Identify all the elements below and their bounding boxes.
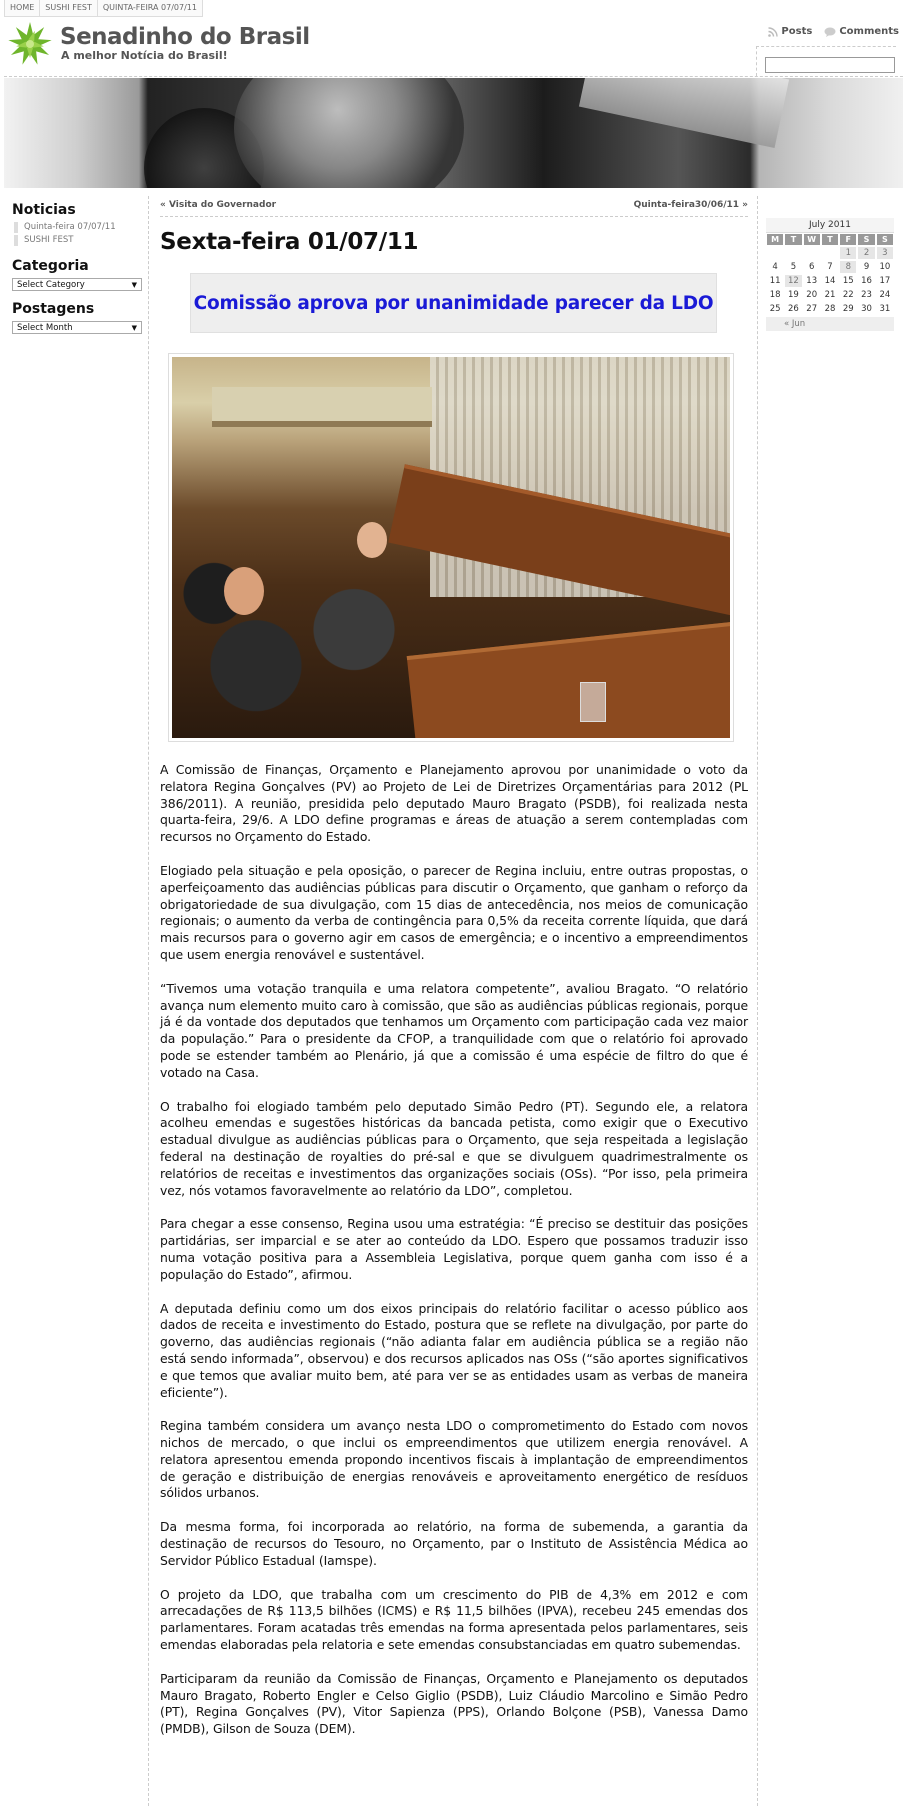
- previous-post-link[interactable]: « Visita do Governador: [160, 200, 277, 210]
- calendar-day: 14: [821, 274, 839, 288]
- month-select[interactable]: [12, 321, 142, 334]
- feed-links: [768, 26, 899, 37]
- article-paragraph: Participaram da reunião da Comissão de Finanças, Orçamento e Planejamento os deputados Mauro Bragato, Roberto Engler e Celso Giglio (PSDB), Luiz Cláudio Marcolino e Simão Pedro (PT), Regina Gonçalves (PV), Vitor Sapienza (PPS), Orlando Bolçone (PSB), Vanessa Damo (PMDB), Gilson de Souza (DEM).: [160, 1670, 748, 1737]
- calendar-weekday-header: F: [839, 233, 857, 246]
- article-paragraph: “Tivemos uma votação tranquila e uma relatora competente”, avaliou Bragato. “O relatório avança num elemento muito caro à comissão, que são as audiências públicas regionais, porque já é da vontade dos deputados que tenhamos um Orçamento com participação cada vez maior da população.” Para o presidente da CFOP, a tranquilidade com que o relatório foi aprovado pode se estender também ao Plenário, já que a comissão é uma espécie de filtro do que é votado na Casa.: [160, 980, 748, 1080]
- calendar-widget: [766, 218, 894, 331]
- calendar-day: 30: [857, 302, 875, 316]
- calendar-day: 23: [857, 288, 875, 302]
- calendar-day: 4: [766, 260, 784, 274]
- header-divider: [4, 76, 903, 77]
- site-title[interactable]: Senadinho do Brasil: [60, 24, 310, 50]
- calendar-day: 17: [876, 274, 894, 288]
- calendar-empty-cell: [803, 246, 821, 260]
- rss-icon: [768, 27, 778, 37]
- nav-quinta-feira[interactable]: QUINTA-FEIRA 07/07/11: [102, 3, 197, 12]
- calendar-day: 2: [857, 246, 875, 260]
- article-photo-frame: [168, 353, 734, 742]
- calendar-day: 19: [784, 288, 802, 302]
- committee-meeting-photo[interactable]: [172, 357, 730, 738]
- calendar-weekday-header: S: [876, 233, 894, 246]
- month-select-value: Select Month: [17, 322, 73, 333]
- postagens-widget-title: Postagens: [12, 301, 95, 317]
- noticias-item[interactable]: SUSHI FEST: [14, 235, 148, 246]
- calendar-day: 12: [784, 274, 802, 288]
- headline-text: Comissão aprova por unanimidade parecer da LDO: [193, 292, 714, 314]
- comment-bubble-icon: [824, 27, 836, 37]
- calendar-day: 8: [839, 260, 857, 274]
- calendar-weekday-header: T: [821, 233, 839, 246]
- right-sidebar: [757, 196, 903, 1806]
- calendar-day: 13: [803, 274, 821, 288]
- calendar-day: 24: [876, 288, 894, 302]
- chevron-down-icon: ▼: [131, 280, 137, 289]
- top-nav: [4, 0, 203, 17]
- calendar-grid: [766, 233, 894, 316]
- calendar-day: 3: [876, 246, 894, 260]
- category-select-value: Select Category: [17, 279, 85, 290]
- calendar-day: 25: [766, 302, 784, 316]
- calendar-day: 15: [839, 274, 857, 288]
- calendar-day: 22: [839, 288, 857, 302]
- calendar-day: 20: [803, 288, 821, 302]
- comments-feed-label: Comments: [839, 26, 899, 37]
- article-paragraph: A deputada definiu como um dos eixos principais do relatório facilitar o acesso público aos dados de receita e investimento do Estado, postura que se reflete na divulgação, por parte do governo, das audiências regionais (“não adianta falar em audiência pública se a região não está sendo informada”, observou) e dos recursos aplicados nas OSs (“são aportes significativos e que temos que avaliar muito bem, até para ver se as entidades usam as verbas de maneira eficiente”).: [160, 1300, 748, 1400]
- article-paragraph: O trabalho foi elogiado também pelo deputado Simão Pedro (PT). Segundo ele, a relatora acolheu emendas e sugestões históricas da bancada petista, como exigir que o Executivo estadual divulgue as audiências públicas para o Orçamento, que seja respeitada a legislação federal na destinação de royalties do pré-sal e que se divulguem quadrimestralmente os relatórios de receitas e investimentos das organizações sociais (OSs). “Por isso, pela primeira vez, nós votamos favoravelmente ao relatório da LDO”, completou.: [160, 1098, 748, 1198]
- article-paragraph: O projeto da LDO, que trabalha com um crescimento do PIB de 4,3% em 2012 e com arrecadações de R$ 113,5 bilhões (ICMS) e R$ 11,5 bilhões (IPVA), recebeu 245 emendas dos parlamentares. Foram acatadas três emendas na forma apresentada pelos parlamentares, seis emendas elaboradas pela relatoria e sete emendas consubstanciadas em quatro subemendas.: [160, 1586, 748, 1653]
- article-paragraph: Regina também considera um avanço nesta LDO o comprometimento do Estado com novos nichos de mercado, o que inclui os empreendimentos que utilizem energia renovável. A relatora apresentou emenda propondo incentivos fiscais à implantação de empreendimentos de geração e distribuição de energias renováveis e aproveitamento energético de resíduos sólidos urbanos.: [160, 1418, 748, 1501]
- posts-feed-label: Posts: [781, 26, 813, 37]
- calendar-day: 31: [876, 302, 894, 316]
- calendar-day: 10: [876, 260, 894, 274]
- calendar-day: 1: [839, 246, 857, 260]
- calendar-weekday-header: W: [803, 233, 821, 246]
- calendar-day: 18: [766, 288, 784, 302]
- header-banner-image: [4, 78, 903, 188]
- calendar-day: 21: [821, 288, 839, 302]
- noticias-widget-title: Noticias: [12, 202, 76, 218]
- site-tagline: A melhor Notícia do Brasil!: [61, 49, 228, 62]
- site-logo-icon[interactable]: [6, 20, 54, 68]
- nav-home[interactable]: HOME: [5, 0, 40, 16]
- comments-feed-link[interactable]: [824, 26, 899, 37]
- calendar-day: 9: [857, 260, 875, 274]
- calendar-weekday-header: S: [857, 233, 875, 246]
- article-paragraph: Da mesma forma, foi incorporada ao relatório, na forma de subemenda, a garantia da destinação de recursos do Tesouro, no Orçamento, par o Instituto de Assistência Médica ao Servidor Público Estadual (Iamspe).: [160, 1519, 748, 1568]
- calendar-day: 16: [857, 274, 875, 288]
- post-navigation: [160, 196, 748, 217]
- calendar-empty-cell: [821, 246, 839, 260]
- calendar-empty-cell: [784, 246, 802, 260]
- calendar-weekday-header: T: [784, 233, 802, 246]
- left-sidebar: [4, 196, 149, 1806]
- article-paragraph: A Comissão de Finanças, Orçamento e Planejamento aprovou por unanimidade o voto da relatora Regina Gonçalves (PV) ao Projeto de Lei de Diretrizes Orçamentárias para 2012 (PL 386/2011). A reunião, presidida pelo deputado Mauro Bragato (PSDB), foi realizada nesta quarta-feira, 29/6. A LDO define programas e áreas de atuação a serem contempladas com recursos no Orçamento do Estado.: [160, 762, 748, 845]
- calendar-weekday-header: M: [766, 233, 784, 246]
- post-title: Sexta-feira 01/07/11: [160, 229, 419, 255]
- chevron-down-icon: ▼: [131, 323, 137, 332]
- calendar-caption: July 2011: [766, 218, 894, 233]
- search-box: [756, 46, 896, 76]
- posts-feed-link[interactable]: [768, 26, 812, 37]
- calendar-day: 7: [821, 260, 839, 274]
- next-post-link[interactable]: Quinta-feira30/06/11 »: [633, 200, 748, 210]
- categoria-widget-title: Categoria: [12, 258, 89, 274]
- calendar-day: 11: [766, 274, 784, 288]
- nav-sushi-fest[interactable]: SUSHI FEST: [40, 0, 98, 16]
- calendar-day: 27: [803, 302, 821, 316]
- calendar-day: 29: [839, 302, 857, 316]
- calendar-prev-month-link[interactable]: « Jun: [766, 317, 894, 331]
- calendar-day: 26: [784, 302, 802, 316]
- category-select[interactable]: [12, 278, 142, 291]
- calendar-day: 28: [821, 302, 839, 316]
- calendar-empty-cell: [766, 246, 784, 260]
- noticias-item[interactable]: Quinta-feira 07/07/11: [14, 222, 148, 233]
- article-body: [160, 762, 748, 1738]
- main-content: [160, 196, 748, 1755]
- calendar-day: 5: [784, 260, 802, 274]
- search-input[interactable]: [765, 57, 895, 73]
- headline-box: [190, 273, 717, 333]
- calendar-day: 6: [803, 260, 821, 274]
- article-paragraph: Elogiado pela situação e pela oposição, o parecer de Regina incluiu, entre outras propostas, o aperfeiçoamento das audiências públicas para discutir o Orçamento, que ganham o reforço da obrigatoriedade de sua divulgação, com 15 dias de antecedência, nos meios de comunicação regionais; o aumento da verba de contingência para 0,5% da receita corrente líquida, que dará mais recursos para o governo agir em casos de emergência; e o incentivo a empreendimentos que usem energia renovável e sustentável.: [160, 862, 748, 962]
- article-paragraph: Para chegar a esse consenso, Regina usou uma estratégia: “É preciso se destituir das posições partidárias, ser imparcial e se ater ao conteúdo da LDO. Espero que possamos traduzir isso numa votação positiva para a Assembleia Legislativa, porque quem ganha com isso é a população do Estado”, afirmou.: [160, 1216, 748, 1282]
- noticias-list: [14, 222, 148, 246]
